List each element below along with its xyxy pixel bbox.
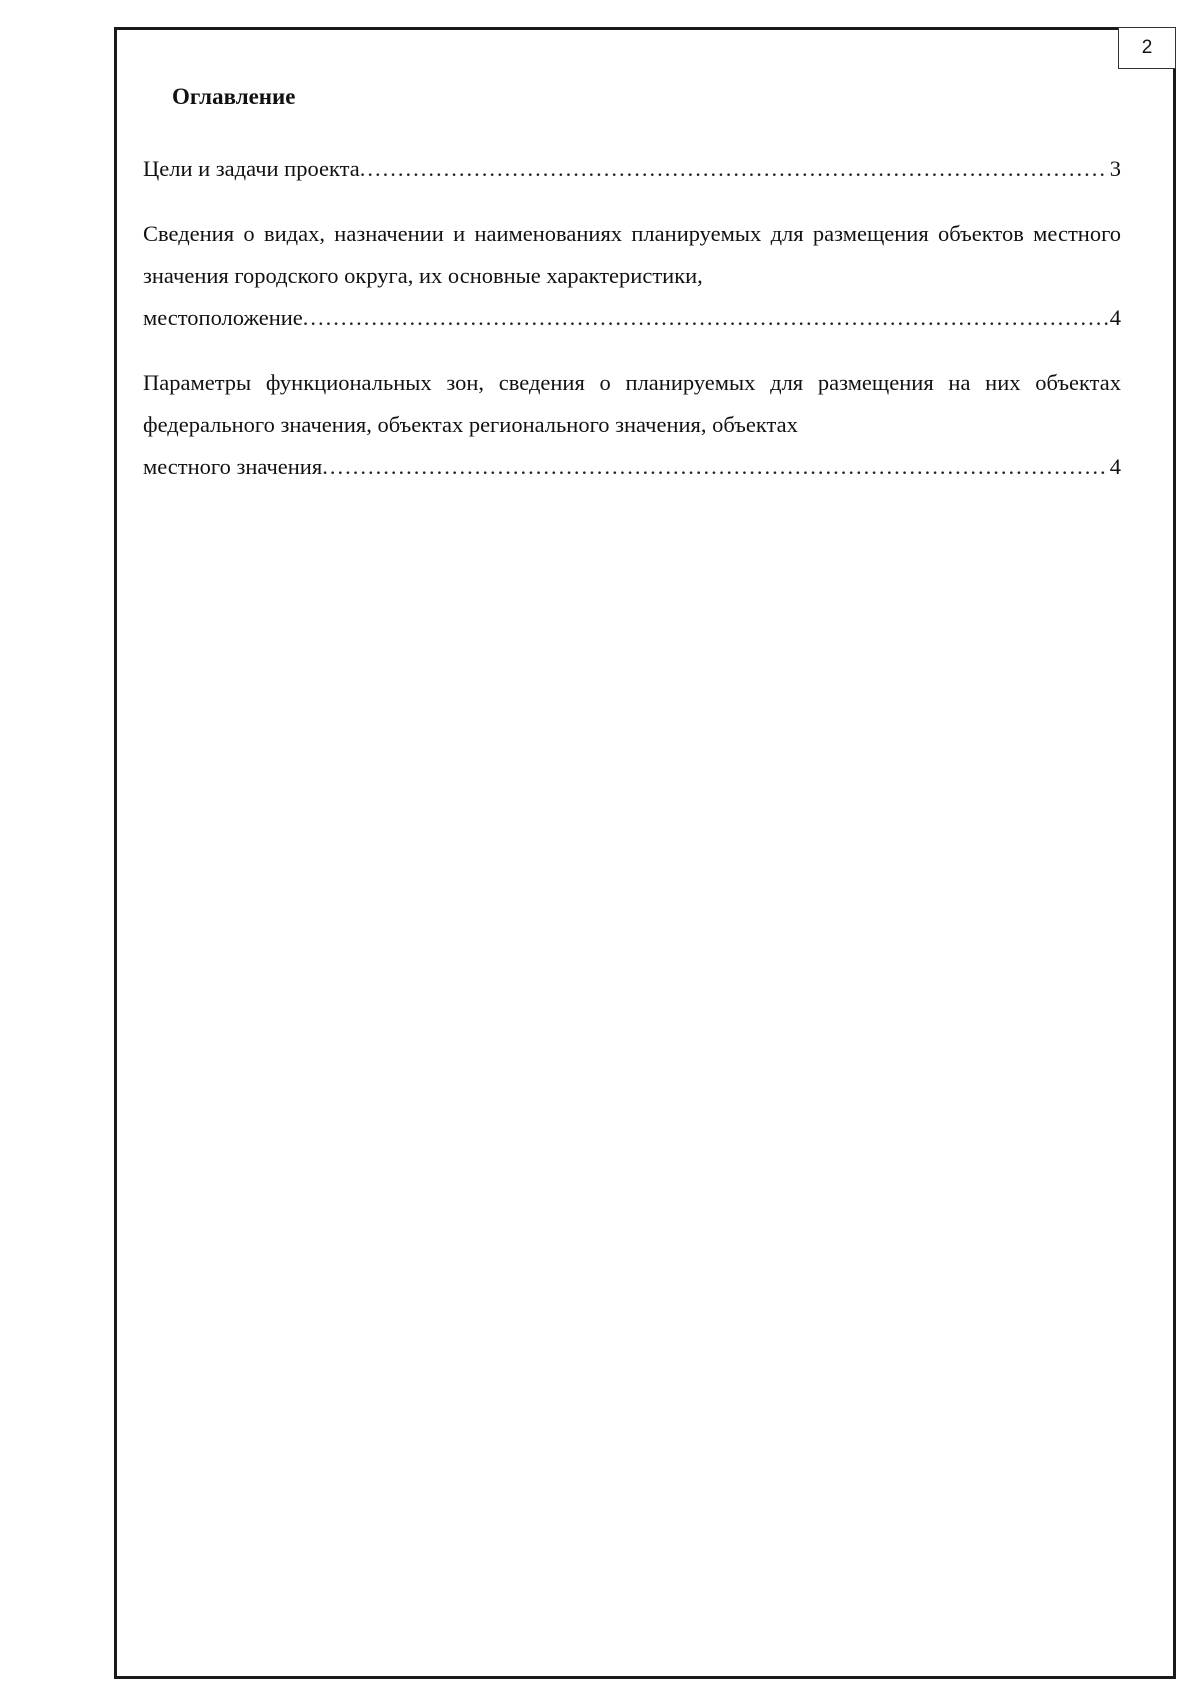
toc-entry-title: Цели и задачи проекта bbox=[143, 156, 360, 181]
toc-entry-goals[interactable] bbox=[143, 148, 1121, 190]
toc-dot-leader bbox=[303, 297, 1108, 339]
toc-entry-page: 3 bbox=[1109, 156, 1121, 181]
toc-entry-line bbox=[143, 148, 1121, 190]
toc-list bbox=[143, 148, 1121, 511]
toc-entry-line bbox=[143, 297, 1121, 339]
toc-dot-leader bbox=[360, 148, 1108, 190]
page-number: 2 bbox=[1118, 27, 1176, 69]
toc-entry-line bbox=[143, 446, 1121, 488]
toc-entry-page: 4 bbox=[1109, 305, 1121, 330]
toc-entry-title-end: местного значения bbox=[143, 454, 323, 479]
toc-entry-title-end: местоположение bbox=[143, 305, 303, 330]
toc-entry-page: 4 bbox=[1109, 454, 1121, 479]
toc-heading: Оглавление bbox=[172, 84, 296, 109]
toc-entry-title: Параметры функциональных зон, сведения о планируемых для размещения на них объектах федерального значения, объектах регионального значения, объектах bbox=[143, 370, 1121, 437]
toc-entry-title: Сведения о видах, назначении и наименованиях планируемых для размещения объектов местного значения городского округа, их основные характеристики, bbox=[143, 221, 1121, 288]
toc-entry-local-objects[interactable] bbox=[143, 213, 1121, 339]
toc-dot-leader bbox=[322, 446, 1108, 488]
toc-entry-functional-zones[interactable] bbox=[143, 362, 1121, 488]
